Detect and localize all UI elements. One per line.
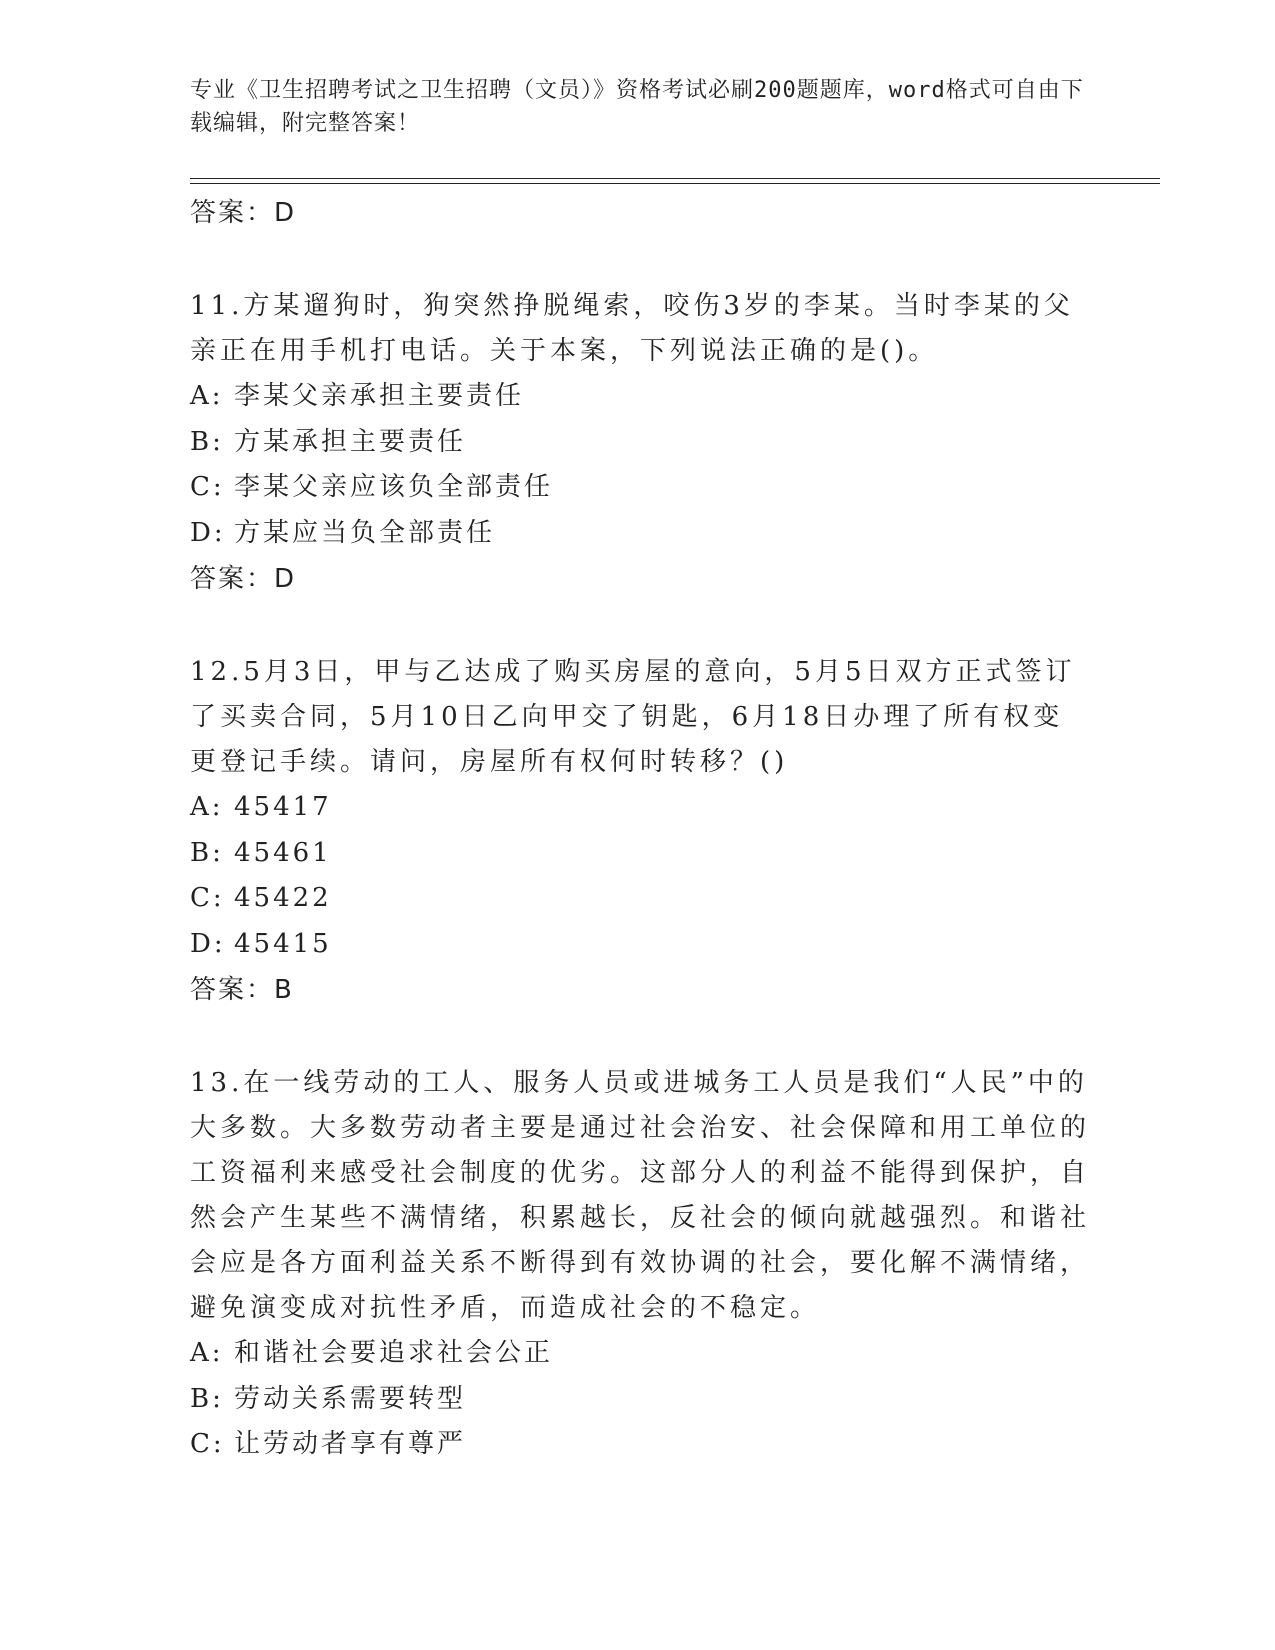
question-item xyxy=(190,1061,1090,1468)
question-stem: 13.在一线劳动的工人、服务人员或进城务工人员是我们“人民”中的大多数。大多数劳动者主要是通过社会治安、社会保障和用工单位的工资福利来感受社会制度的优劣。这部分人的利益不能得到保护，自然会产生某些不满情绪，积累越长，反社会的倾向就越强烈。和谐社会应是各方面利益关系不断得到有效协调的社会，要化解不满情绪，避免演变成对抗性矛盾，而造成社会的不稳定。 xyxy=(190,1068,1091,1323)
option-text: 劳动关系需要转型 xyxy=(234,1383,467,1414)
header-divider-bottom xyxy=(190,183,1160,184)
header-divider-top xyxy=(190,178,1160,179)
option-a xyxy=(190,785,1090,831)
spacer xyxy=(190,602,1090,650)
option-b xyxy=(190,420,1090,466)
option-text: 45417 xyxy=(234,792,332,822)
option-b xyxy=(190,831,1090,877)
option-text: 方某承担主要责任 xyxy=(234,426,467,457)
option-key: D: xyxy=(190,517,226,548)
question-stem: 12.5月3日，甲与乙达成了购买房屋的意向，5月5日双方正式签订了买卖合同，5月10日乙向甲交了钥匙，6月18日办理了所有权变更登记手续。请问，房屋所有权何时转移？() xyxy=(190,657,1076,777)
option-text: 李某父亲承担主要责任 xyxy=(234,381,525,411)
option-text: 45461 xyxy=(234,837,332,868)
document-header: 专业《卫生招聘考试之卫生招聘（文员）》资格考试必刷200题题库，word格式可自由下载编辑，附完整答案！ xyxy=(190,78,1084,136)
option-key: A: xyxy=(190,792,224,822)
option-key: B: xyxy=(190,426,224,457)
question-item xyxy=(190,284,1090,602)
option-key: C: xyxy=(190,472,225,502)
option-key: C: xyxy=(190,883,225,913)
option-c xyxy=(190,465,1090,511)
option-a xyxy=(190,374,1090,420)
answer-line: 答案：B xyxy=(190,975,294,1005)
option-c xyxy=(190,876,1090,922)
answer-line: 答案：D xyxy=(190,564,297,594)
option-key: C: xyxy=(190,1429,225,1459)
option-key: D: xyxy=(190,928,226,959)
option-key: B: xyxy=(190,837,224,868)
option-d xyxy=(190,922,1090,968)
spacer xyxy=(190,1013,1090,1061)
answer-line: 答案：D xyxy=(190,198,297,228)
option-key: A: xyxy=(190,381,224,411)
option-key: A: xyxy=(190,1338,224,1368)
option-text: 45415 xyxy=(234,928,332,959)
question-list xyxy=(190,190,1090,1468)
option-text: 45422 xyxy=(234,883,332,913)
option-text: 让劳动者享有尊严 xyxy=(234,1429,467,1459)
option-text: 和谐社会要追求社会公正 xyxy=(234,1338,554,1368)
option-text: 李某父亲应该负全部责任 xyxy=(234,472,554,502)
question-stem: 11.方某遛狗时，狗突然挣脱绳索，咬伤3岁的李某。当时李某的父亲正在用手机打电话。关于本案，下列说法正确的是()。 xyxy=(190,291,1074,366)
option-text: 方某应当负全部责任 xyxy=(234,517,496,548)
question-item xyxy=(190,650,1090,1013)
option-key: B: xyxy=(190,1383,224,1414)
option-d xyxy=(190,511,1090,557)
option-a xyxy=(190,1331,1090,1377)
option-c xyxy=(190,1422,1090,1468)
option-b xyxy=(190,1377,1090,1423)
spacer xyxy=(190,236,1090,284)
